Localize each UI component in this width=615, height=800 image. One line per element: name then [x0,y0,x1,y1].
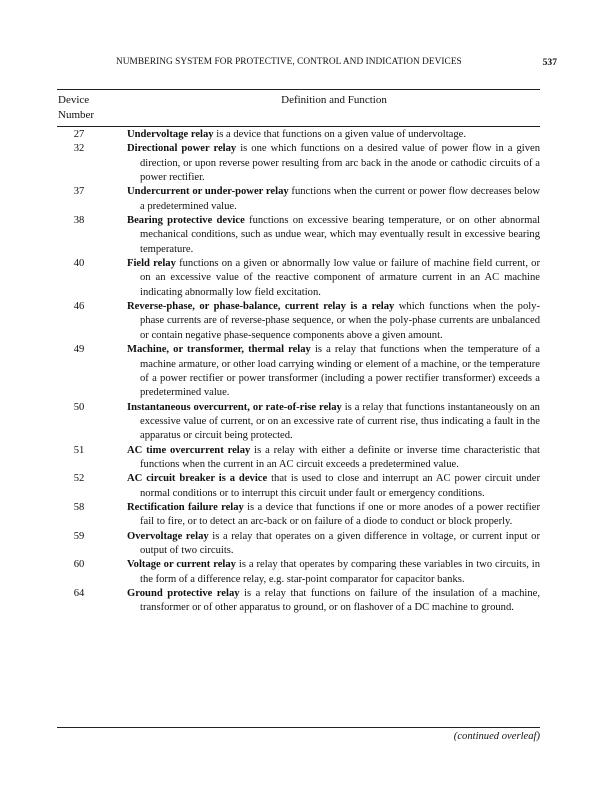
device-description: is a relay that functions when the temperature of a machine armature, or other load carrying winding or element of a machine, or the temperature of a power rectifier or power transformer (including a power rectifier transformer) exceeds a predetermined value. [140,344,540,399]
table-row [57,343,540,400]
table-row [57,558,540,587]
table-row [57,128,540,142]
device-term: Overvoltage relay [127,530,209,542]
device-term: AC circuit breaker is a device [127,473,268,485]
device-number: 64 [73,588,85,599]
device-description: is one which functions on a desired value of power flow in a given direction, or upon reverse power resulting from arc back in the anode or cathodic circuits of a power rectifier. [140,143,541,184]
running-title: NUMBERING SYSTEM FOR PROTECTIVE, CONTROL AND INDICATION DEVICES [116,57,462,67]
device-number: 27 [73,129,85,140]
device-number: 40 [73,258,85,270]
device-definition [127,472,540,501]
device-term: Bearing protective device [127,215,245,227]
device-description: functions on a given or abnormally low value or failure of machine field current, or on an excessive value of the reactive component of armature current in an AC machine indicating abnormally low field excitation. [140,258,540,298]
device-term: Rectification failure relay [127,501,244,513]
device-number: 60 [73,559,85,571]
device-term: Reverse-phase, or phase-balance, current relay is a relay [127,301,395,313]
device-description: is a relay with either a definite or inverse time characteristic that functions when the current in an AC circuit exceeds a predetermined value. [140,444,540,470]
definition-header: Definition and Function [281,94,387,106]
device-definition [127,343,540,400]
table-row [57,587,540,616]
device-number: 51 [73,444,85,456]
device-term: Instantaneous overcurrent, or rate-of-rise relay [127,401,342,413]
device-term: Undercurrent or under-power relay [127,186,289,198]
table-row [57,257,540,300]
device-description: is a relay that operates on a given difference in voltage, or current input or output of two circuits. [140,530,540,556]
device-description: functions when the current or power flow decreases below a predetermined value. [140,186,540,212]
device-description: is a relay that functions on failure of the insulation of a machine, transformer or of other apparatus to ground, or on flashover of a DC machine to ground. [140,588,541,614]
table-row [57,501,540,530]
table-row [57,142,540,185]
running-header [58,57,557,71]
table-row [57,472,540,501]
device-description: that is used to close and interrupt an AC power circuit under normal conditions or to interrupt this circuit under fault or emergency conditions. [140,473,540,499]
table-top-rule [57,89,540,90]
device-term: Voltage or current relay [127,559,236,571]
table-row [57,185,540,214]
device-table [57,126,540,616]
device-term: Field relay [127,258,176,270]
device-definition [127,300,540,343]
device-description: functions on excessive bearing temperature, or on other abnormal mechanical conditions, such as undue wear, which may eventually result in excessive bearing temperature. [140,215,540,255]
device-definition [127,257,540,300]
device-description: is a relay that operates by comparing these variables in two circuits, in the form of a difference relay, e.g. star-point comparator for capacitor banks. [140,559,541,585]
device-term: Directional power relay [127,143,237,155]
device-number: 50 [73,401,85,413]
device-number: 38 [73,215,85,227]
page-number: 537 [542,57,557,68]
device-definition [127,401,540,444]
continued-note: (continued overleaf) [453,731,540,742]
device-description: is a device that functions on a given value of undervoltage. [213,129,467,140]
table-bottom-rule [57,727,540,728]
device-definition [127,214,540,257]
device-definition [127,587,540,616]
table-row [57,214,540,257]
table-row [57,530,540,559]
device-number: 46 [73,301,85,313]
table-row [57,401,540,444]
device-term: Ground protective relay [127,588,240,599]
device-term: Machine, or transformer, thermal relay [127,344,311,356]
table-row [57,300,540,343]
device-number: 32 [73,143,85,155]
device-number: 37 [73,186,85,198]
device-definition [127,185,540,214]
device-description: is a device that functions if one or more anodes of a power rectifier fail to fire, or to detect an arc-back or on failure of a diode to conduct or block properly. [140,501,540,528]
device-number: 52 [73,473,85,485]
device-number: 49 [73,344,85,356]
device-description: is a relay that functions instantaneously on an excessive value of current, or on an excessive rate of current rise, thus indicating a fault in the apparatus or circuit being protected. [140,401,540,442]
device-number: 58 [73,501,85,513]
table-row [57,444,540,473]
device-definition [127,444,540,473]
device-term: AC time overcurrent relay [127,444,251,456]
device-number-header: Device Number [58,94,95,121]
device-description: which functions when the poly-phase currents are of reverse-phase sequence, or when the poly-phase currents are unbalanced or contain negative phase-sequence components above a given amount. [140,301,541,341]
device-definition [127,128,540,142]
device-definition [127,142,540,185]
device-definition [127,501,540,530]
device-definition [127,558,540,587]
device-definition [127,530,540,559]
device-number: 59 [73,530,85,542]
device-term: Undervoltage relay [127,129,214,140]
